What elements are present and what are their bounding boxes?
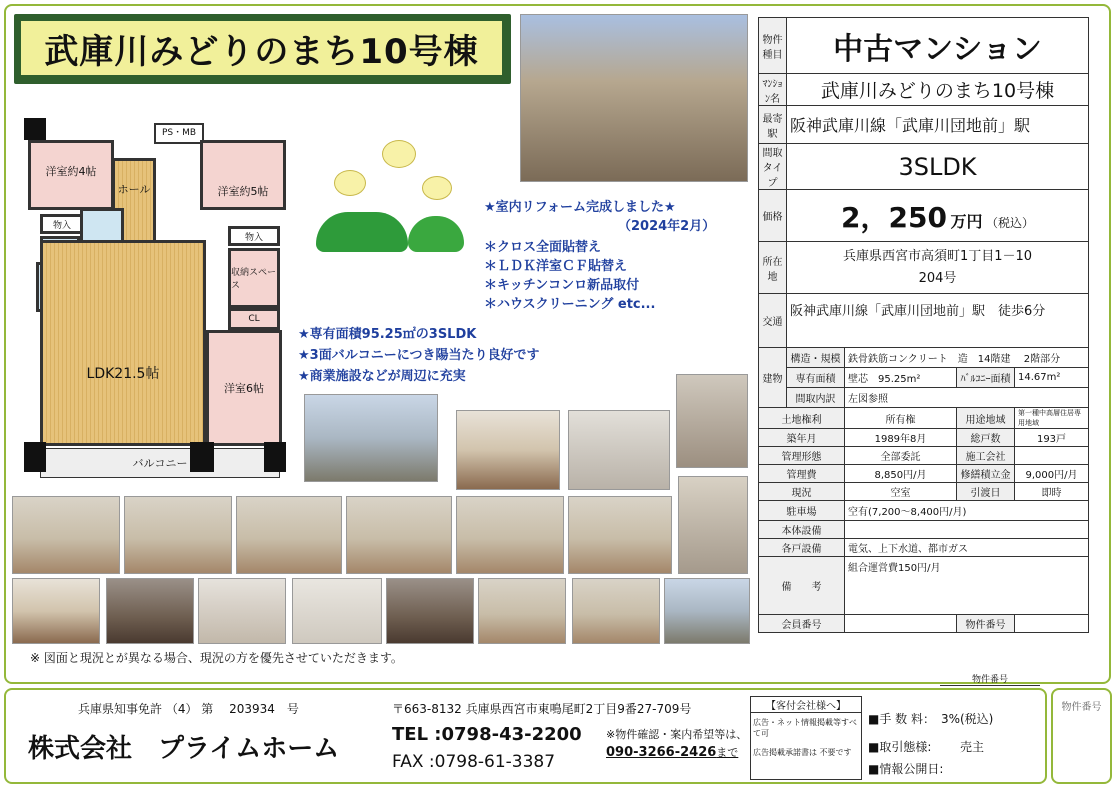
storage-1-label: 物入 bbox=[52, 220, 71, 231]
storage-2-label: 物入 bbox=[244, 232, 263, 243]
total-units: 193戸 bbox=[1015, 429, 1089, 447]
member-label: 会員番号 bbox=[759, 615, 845, 633]
ps-mb-label: PS・MB bbox=[154, 123, 204, 144]
parking-label: 駐車場 bbox=[759, 501, 845, 521]
ldk bbox=[40, 240, 206, 446]
area: 壁芯 95.25m² bbox=[845, 368, 957, 388]
transport-label: 交通 bbox=[759, 294, 787, 348]
mobile-suffix: まで bbox=[716, 746, 739, 759]
price-unit: 万円 bbox=[950, 211, 983, 231]
area-label: 専有面積 bbox=[787, 368, 845, 388]
room-photo bbox=[12, 496, 120, 574]
zoning-label: 用途地域 bbox=[957, 408, 1015, 429]
closet bbox=[228, 308, 280, 330]
transport: 阪神武庫川線「武庫川団地前」駅 徒歩6分 bbox=[787, 294, 1089, 348]
agent-notice-box bbox=[750, 696, 862, 780]
property-name: 武庫川みどりのまち10号棟 bbox=[787, 74, 1089, 106]
mobile-number: 090-3266-2426 bbox=[606, 745, 717, 760]
mgmt-label: 管理形態 bbox=[759, 447, 845, 465]
price-label: 価格 bbox=[759, 190, 787, 242]
transaction-label: ■取引態様: bbox=[868, 740, 932, 754]
agent-notice-heading: 【客付会社様へ】 bbox=[751, 697, 861, 713]
room-photo bbox=[572, 578, 660, 644]
nearest-station: 阪神武庫川線「武庫川団地前」駅 bbox=[787, 106, 1089, 144]
builder-label: 施工会社 bbox=[957, 447, 1015, 465]
units-label: 総戸数 bbox=[957, 429, 1015, 447]
room-nw-label: 洋室約4帖 bbox=[45, 165, 97, 178]
address-line2: 204号 bbox=[918, 270, 957, 286]
fax: FAX :0798-61-3387 bbox=[392, 752, 556, 772]
facility bbox=[845, 521, 1089, 539]
room-photo bbox=[346, 496, 452, 574]
built-label: 築年月 bbox=[759, 429, 845, 447]
room-nw bbox=[28, 140, 114, 210]
highlight-item: ★専有面積95.25㎡の3SLDK bbox=[298, 327, 477, 342]
room-ne bbox=[200, 140, 286, 210]
stamp-box bbox=[1051, 688, 1112, 784]
laundry-photo bbox=[198, 578, 286, 644]
property-title: 武庫川みどりのまち10号棟 bbox=[21, 21, 502, 75]
balcony-label: バルコニー bbox=[132, 457, 188, 470]
reform-item: ＊クロス全面貼替え bbox=[484, 240, 602, 255]
floor-plan bbox=[24, 90, 286, 482]
repair-label: 修繕積立金 bbox=[957, 465, 1015, 483]
storage-2 bbox=[228, 226, 280, 246]
toilet-photo bbox=[678, 476, 748, 574]
remarks: 組合運営費150円/月 bbox=[845, 557, 1089, 615]
structure-label: 構造・規模 bbox=[787, 348, 845, 368]
management-fee: 8,850円/月 bbox=[845, 465, 957, 483]
tel: TEL :0798-43-2200 bbox=[392, 724, 582, 745]
reform-item: ＊ＬＤＫ洋室ＣＦ貼替え bbox=[484, 259, 628, 274]
propno-label: 物件番号 bbox=[957, 615, 1015, 633]
layout: 3SLDK bbox=[787, 144, 1089, 190]
storage-space bbox=[228, 248, 280, 308]
mailbox-photo bbox=[386, 578, 474, 644]
room-se bbox=[206, 330, 282, 446]
station-label: 最寄駅 bbox=[759, 106, 787, 144]
utilities-label: 各戸設備 bbox=[759, 539, 845, 557]
highlight-item: ★商業施設などが周辺に充実 bbox=[298, 369, 466, 384]
reform-date: （2024年2月） bbox=[618, 219, 716, 234]
hall-label: ホール bbox=[117, 183, 151, 196]
land-rights: 所有権 bbox=[845, 408, 957, 429]
balcony-area-label: ﾊﾞﾙｺﾆｰ面積 bbox=[957, 368, 1015, 388]
washroom-photo bbox=[676, 374, 748, 468]
management: 全部委託 bbox=[845, 447, 957, 465]
address-line1: 兵庫県西宮市高須町1丁目1－10 bbox=[842, 248, 1033, 264]
title-banner bbox=[14, 14, 511, 84]
reform-section bbox=[484, 196, 754, 314]
company-name: 株式会社 プライムホーム bbox=[28, 734, 340, 764]
disclaimer-note: ※ 図面と現況とが異なる場合、現況の方を優先させていただきます。 bbox=[30, 651, 403, 665]
closet-label: CL bbox=[248, 314, 260, 324]
land-label: 土地権利 bbox=[759, 408, 845, 429]
plan-label: 間取内訳 bbox=[787, 388, 845, 408]
butterfly-flower-illustration bbox=[316, 140, 466, 252]
fee-label: 管理費 bbox=[759, 465, 845, 483]
company-address: 〒663-8132 兵庫県西宮市東鳴尾町2丁目9番27-709号 bbox=[392, 702, 692, 716]
room-ne-label: 洋室約5帖 bbox=[217, 185, 269, 198]
status-label: 現況 bbox=[759, 483, 845, 501]
mobile bbox=[606, 744, 738, 760]
contact-note: ※物件確認・案内希望等は、 bbox=[606, 728, 748, 741]
room-photo bbox=[478, 578, 566, 644]
facility-label: 本体設備 bbox=[759, 521, 845, 539]
balcony-area: 14.67m² bbox=[1015, 368, 1089, 388]
transaction-type: 売主 bbox=[960, 740, 985, 754]
built-date: 1989年8月 bbox=[845, 429, 957, 447]
kitchen-photo bbox=[456, 410, 560, 490]
bath-photo bbox=[568, 410, 670, 490]
structure: 鉄骨鉄筋コンクリート 造 14階建 2階部分 bbox=[845, 348, 1089, 368]
agent-notice-line2: 広告掲載承諾書は 不要です bbox=[753, 748, 852, 757]
member-number bbox=[845, 615, 957, 633]
reform-item: ＊ハウスクリーニング etc... bbox=[484, 297, 656, 312]
remarks-label: 備 考 bbox=[759, 557, 845, 615]
license: 兵庫県知事免許 （4） 第 203934 号 bbox=[78, 702, 299, 716]
property-number-top: 物件番号 bbox=[940, 672, 1040, 686]
stamp-label: 物件番号 bbox=[1061, 702, 1102, 713]
handover-label: 引渡日 bbox=[957, 483, 1015, 501]
balcony bbox=[40, 448, 280, 478]
status: 空室 bbox=[845, 483, 957, 501]
plan: 左図参照 bbox=[845, 388, 1089, 408]
parking: 空有(7,200～8,400円/月) bbox=[845, 501, 1089, 521]
room-photo bbox=[236, 496, 342, 574]
room-se-label: 洋室6帖 bbox=[224, 382, 264, 395]
storage-1 bbox=[40, 214, 84, 234]
highlights bbox=[298, 324, 539, 387]
agent-notice-line1: 広告・ネット情報掲載等すべて可 bbox=[753, 718, 857, 738]
footer bbox=[4, 688, 1047, 784]
layout-label: 間取タイプ bbox=[759, 144, 787, 190]
reform-heading: ★室内リフォーム完成しました★ bbox=[484, 200, 676, 215]
public-date-label: ■情報公開日: bbox=[868, 762, 944, 776]
builder bbox=[1015, 447, 1089, 465]
property-number bbox=[1015, 615, 1089, 633]
building-photo bbox=[520, 14, 748, 182]
property-type: 中古マンション bbox=[787, 18, 1089, 74]
ldk-label: LDK21.5帖 bbox=[86, 366, 160, 382]
price-tax: （税込） bbox=[985, 215, 1034, 230]
price-value: 2，250 bbox=[841, 200, 947, 234]
entrance-photo bbox=[106, 578, 194, 644]
storage-space-label: 収納スペース bbox=[231, 268, 277, 291]
stove-photo bbox=[12, 578, 100, 644]
room-photo bbox=[456, 496, 564, 574]
view-photo bbox=[304, 394, 438, 482]
reform-item: ＊キッチンコンロ新品取付 bbox=[484, 278, 640, 293]
property-info-table bbox=[758, 17, 1089, 633]
type-label: 物件種目 bbox=[759, 18, 787, 74]
building-label: 建物 bbox=[759, 348, 787, 408]
repair-fund: 9,000円/月 bbox=[1015, 465, 1089, 483]
zoning: 第一種中高層住居専用地域 bbox=[1015, 408, 1089, 429]
handover: 即時 bbox=[1015, 483, 1089, 501]
intercom-photo bbox=[292, 578, 382, 644]
utilities: 電気、上下水道、都市ガス bbox=[845, 539, 1089, 557]
balcony-photo bbox=[664, 578, 750, 644]
highlight-item: ★3面バルコニーにつき陽当たり良好です bbox=[298, 348, 540, 363]
room-photo bbox=[124, 496, 232, 574]
name-label: ﾏﾝｼｮﾝ名 bbox=[759, 74, 787, 106]
location-label: 所在地 bbox=[759, 242, 787, 294]
commission: ■手 数 料： 3%(税込) bbox=[868, 712, 994, 726]
room-photo bbox=[568, 496, 672, 574]
